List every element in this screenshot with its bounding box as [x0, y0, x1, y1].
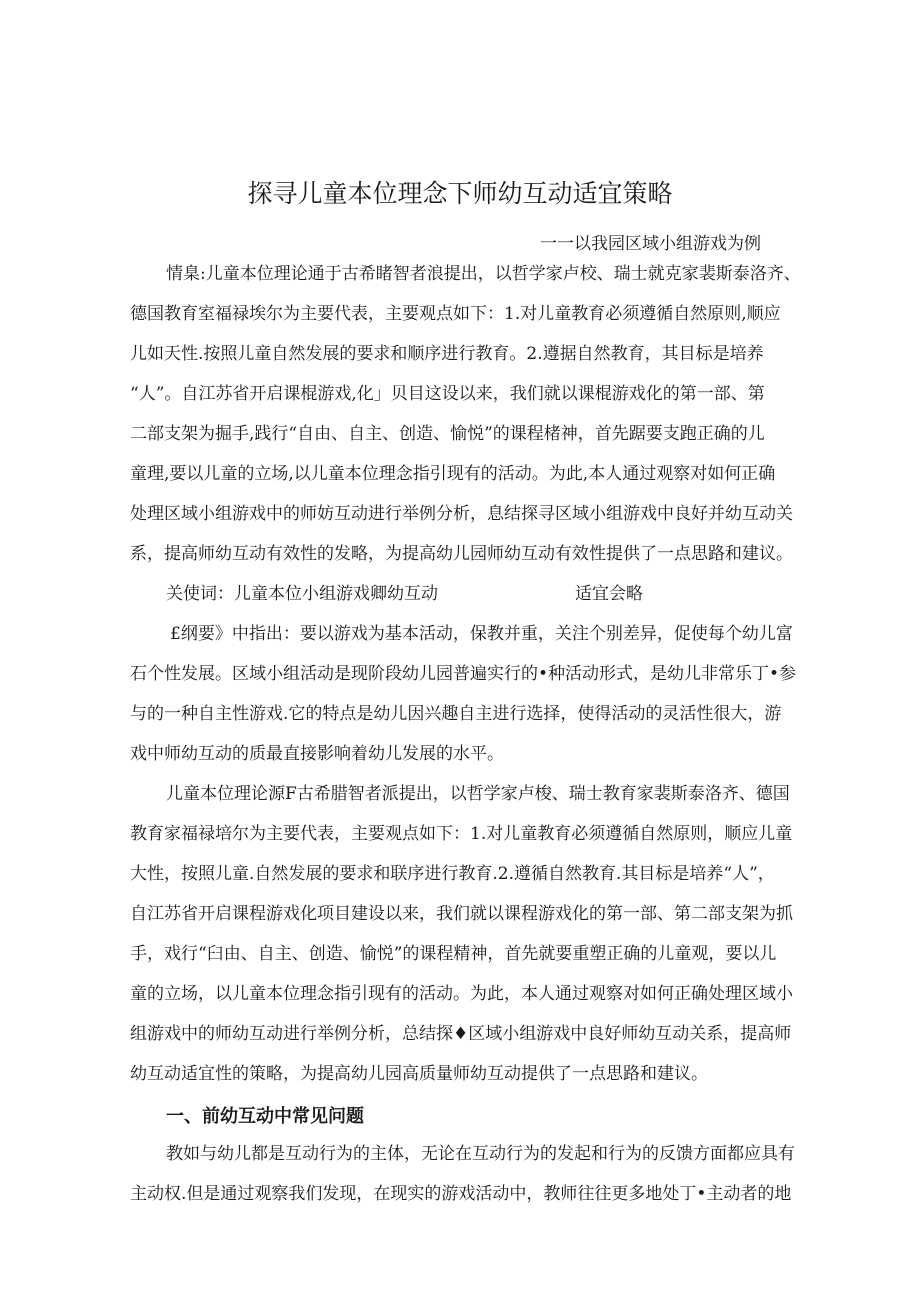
paragraph-line: 戏中师幼互动的质最直接影响着幼儿发展的水平。 — [130, 744, 504, 764]
paragraph-line: 儿童本位理论源F古希腊智者派提出，以哲学家卢梭、瑞士教育家裴斯泰洛齐、德国 — [166, 784, 790, 804]
abstract-line: 德国教育室福禄埃尔为主要代表，主要观点如下：1.对儿童教育必须遵循自然原则,顺应 — [130, 304, 781, 324]
document-title: 探寻儿童本位理念下师幼互动适宜策略 — [247, 179, 673, 208]
paragraph-line: £纲要》中指出：要以游戏为基本活动，保教并重，关注个别差异，促使每个幼儿富 — [170, 624, 793, 644]
paragraph-line: 教育家福禄培尔为主要代表，主要观点如下：1.对儿童教育必须遵循自然原则，顺应儿童 — [130, 824, 793, 844]
abstract-line: 二部支架为掘手,践行“自由、自主、创造、愉悦”的课程楮神，首先踞要支跑正确的儿 — [130, 424, 765, 444]
paragraph-line: 幼互动适宜性的策略，为提高幼儿园高质量师幼互动提供了一点思路和建议。 — [130, 1064, 708, 1084]
abstract-line: 处理区域小组游戏中的师妨互动进行举例分析，息结探寻区域小组游戏中良好并幼互动关 — [130, 504, 793, 524]
paragraph-line: 组游戏中的师幼互动进行举例分析，总结探♦区域小组游戏中良好师幼互动关系，提高师 — [130, 1024, 792, 1044]
paragraph-line: 自江苏省开启课程游戏化项目建设以来，我们就以课程游戏化的第一部、第二部支架为抓 — [130, 904, 793, 924]
abstract-line: 系，提高师幼互动有效性的发略，为提高幼儿园师幼互动有效性提供了一点思路和建议。 — [130, 544, 793, 564]
abstract-line: 情臬:儿童本位理论通于古希睹智者浪提出，以哲学家卢校、瑞士就克家裴斯泰洛齐、 — [166, 264, 801, 284]
keywords-line — [166, 583, 826, 605]
abstract-line: 童理,要以儿童的立场,以儿童本位理念指引现有的活动。为此,本人通过观察对如何正确 — [130, 464, 776, 484]
abstract-line: “人”。自江苏省开启课棍游戏,化」贝目这设以来，我们就以课棍游戏化的第一部、第 — [130, 384, 765, 404]
document-subtitle: 一一以我园区域小组游戏为例 — [540, 234, 761, 254]
paragraph-line: 石个性发展。区域小组活动是现阶段幼儿园普遍实行的•种活动形式，是幼儿非常乐丁•参 — [130, 664, 797, 684]
paragraph-line: 手，戏行“臼由、自主、创造、愉悦”的课程精神，首先就要重塑正确的儿童观，要以儿 — [130, 944, 777, 964]
paragraph-line: 童的立场，以儿童本位理念指引现有的活动。为此，本人通过观察对如何正确处理区域小 — [130, 984, 793, 1004]
section-heading: 一、前幼互动中常见问题 — [166, 1106, 364, 1127]
keywords-tail: 适宜会略 — [575, 584, 643, 604]
abstract-line: 儿如天性.按照儿童自然发展的要求和顺序进行教育。2.遵据自然教育，其目标是培养 — [130, 344, 764, 364]
keywords-main: 关使词：儿童本位小组游戏卿幼互动 — [166, 584, 438, 604]
paragraph-line: 与的一种自主性游戏.它的特点是幼儿因兴趣自主进行选择，使得活动的灵活性很大，游 — [130, 704, 782, 724]
paragraph-line: 主动权.但是通过观察我们发现，在现实的游戏活动中，教师往往更多地处丁•主动者的地 — [130, 1184, 792, 1204]
paragraph-line: 教如与幼儿都是互动行为的主体，无论在互动行为的发起和行为的反馈方面都应具有 — [166, 1144, 795, 1164]
paragraph-line: 大性，按照儿童.自然发展的要求和联序进行教育.2.遵循自然教育.其目标是培养“人”， — [130, 864, 775, 884]
